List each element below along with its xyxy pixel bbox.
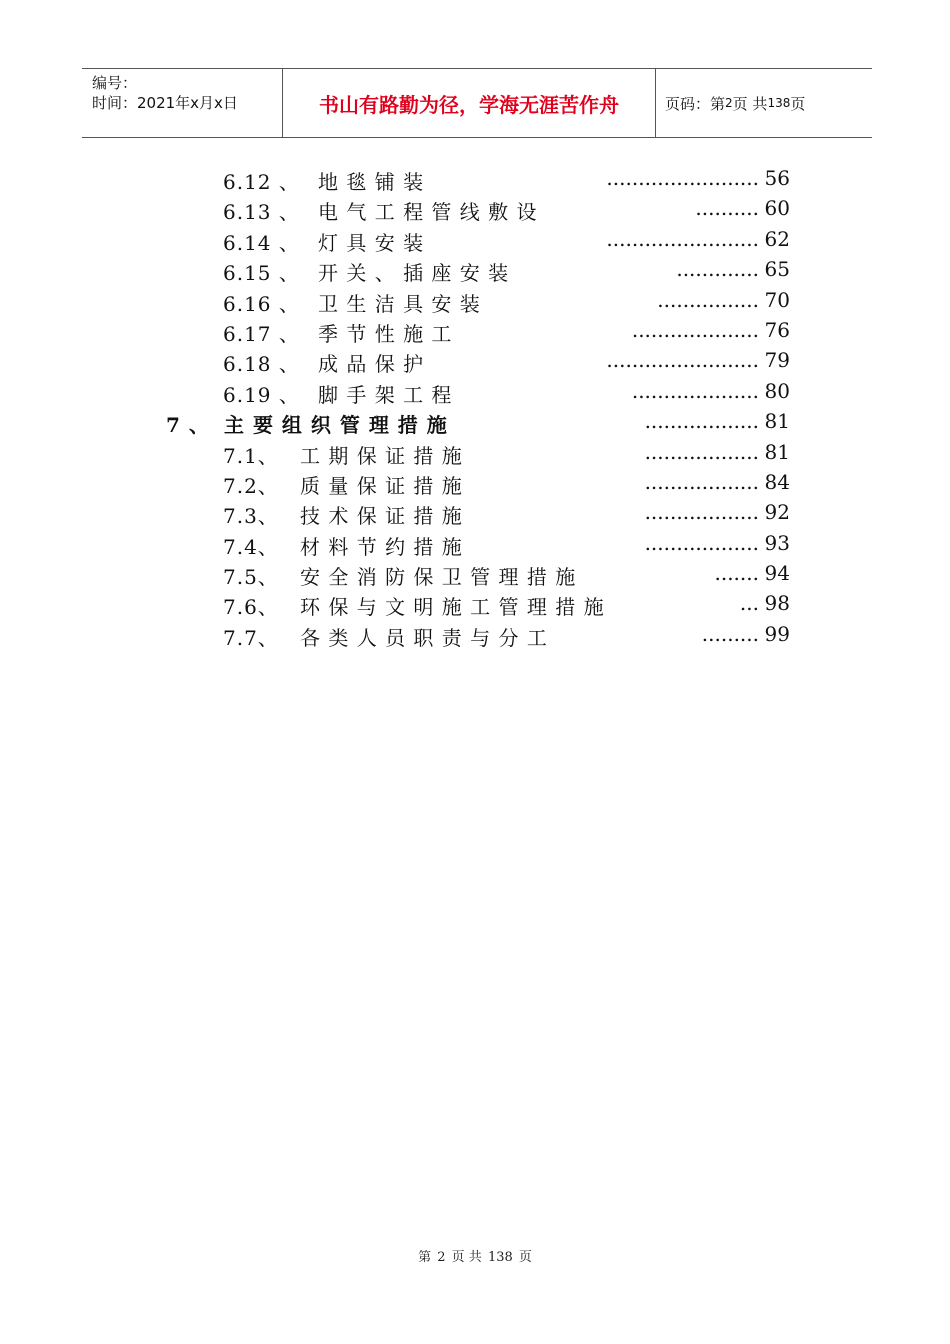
header-page-total: 138 xyxy=(767,96,791,110)
toc-entry[interactable] xyxy=(0,468,950,498)
header-page-info xyxy=(656,69,872,137)
toc-entry-page: 76 xyxy=(764,317,790,342)
toc-entry-title: 成 品 保 护 xyxy=(318,352,425,377)
toc-entry-leader: .................. xyxy=(644,409,759,434)
toc-entry-title: 主 要 组 织 管 理 措 施 xyxy=(224,413,448,438)
toc-entry-page: 92 xyxy=(764,500,790,525)
header-page-mid: 页 共 xyxy=(732,94,768,113)
toc-entry-title: 技 术 保 证 措 施 xyxy=(300,504,463,529)
toc-entry-title: 安 全 消 防 保 卫 管 理 措 施 xyxy=(300,565,577,590)
toc-entry-number: 7.5、 xyxy=(223,565,279,590)
toc-entry-leader: ... xyxy=(739,591,759,616)
toc-entry-page: 70 xyxy=(764,287,790,312)
toc-entry[interactable] xyxy=(0,559,950,589)
toc-entry[interactable] xyxy=(0,377,950,407)
toc-entry-number: 7.4、 xyxy=(223,534,279,559)
footer-suffix: 页 xyxy=(518,1250,532,1265)
toc-entry-page: 60 xyxy=(764,196,790,221)
toc-entry-number: 6.13 、 xyxy=(223,200,300,225)
toc-entry-number: 7.6、 xyxy=(223,595,279,620)
toc-entry-number: 7.7、 xyxy=(223,625,279,650)
toc-entry[interactable] xyxy=(0,255,950,285)
toc-entry-page: 98 xyxy=(764,591,790,616)
toc-entry-title: 季 节 性 施 工 xyxy=(318,321,453,346)
toc-entry[interactable] xyxy=(0,498,950,528)
header-page-prefix: 页码：第 xyxy=(665,94,726,113)
toc-entry[interactable] xyxy=(0,589,950,619)
toc-entry-page: 81 xyxy=(764,439,790,464)
toc-entry-page: 65 xyxy=(764,257,790,282)
toc-entry-leader: ............. xyxy=(676,257,759,282)
toc-entry-title: 地 毯 铺 装 xyxy=(318,170,425,194)
toc-entry-number: 7.2、 xyxy=(223,473,279,498)
toc-entry[interactable] xyxy=(0,407,950,437)
toc-entry-page: 56 xyxy=(764,166,790,190)
toc-entry-number: 6.14 、 xyxy=(223,230,300,255)
toc-entry-leader: .................... xyxy=(631,378,759,403)
document-time: 时间：2021年x月x日 xyxy=(92,94,238,112)
toc-entry[interactable] xyxy=(0,225,950,255)
toc-entry-number: 6.19 、 xyxy=(223,382,300,407)
toc-entry-title: 脚 手 架 工 程 xyxy=(318,382,453,407)
toc-entry-title: 环 保 与 文 明 施 工 管 理 措 施 xyxy=(300,595,605,620)
toc-entry-page: 94 xyxy=(764,561,790,586)
toc-entry-title: 开 关 、 插 座 安 装 xyxy=(318,261,510,286)
toc-entry-leader: ........................ xyxy=(606,226,759,251)
toc-entry-page: 62 xyxy=(764,226,790,251)
toc-entry-title: 材 料 节 约 措 施 xyxy=(300,534,463,559)
toc-entry[interactable] xyxy=(0,620,950,650)
toc-entry-leader: .................. xyxy=(644,469,759,494)
toc-entry-page: 84 xyxy=(764,469,790,494)
footer-mid: 页 共 xyxy=(451,1250,482,1265)
table-of-contents xyxy=(0,164,950,650)
document-number-label: 编号： xyxy=(92,74,138,92)
footer-total-pages: 138 xyxy=(487,1250,513,1265)
toc-entry-page: 80 xyxy=(764,378,790,403)
toc-entry-leader: .................. xyxy=(644,530,759,555)
page-footer xyxy=(0,1246,950,1265)
toc-entry-leader: ........................ xyxy=(606,166,759,190)
toc-entry-leader: ....... xyxy=(714,561,759,586)
toc-entry[interactable] xyxy=(0,164,950,194)
header-page-suffix: 页 xyxy=(790,94,806,113)
toc-entry-page: 93 xyxy=(764,530,790,555)
toc-entry-leader: .................. xyxy=(644,500,759,525)
footer-prefix: 第 xyxy=(418,1250,432,1265)
toc-entry[interactable] xyxy=(0,346,950,376)
toc-entry-page: 99 xyxy=(764,621,790,646)
toc-entry-title: 卫 生 洁 具 安 装 xyxy=(318,291,481,316)
toc-entry-number: 6.16 、 xyxy=(223,291,300,316)
toc-entry[interactable] xyxy=(0,529,950,559)
toc-entry-title: 灯 具 安 装 xyxy=(318,230,425,255)
toc-entry-leader: ......... xyxy=(701,621,759,646)
header-page-current: 2 xyxy=(725,96,733,110)
toc-entry-leader: .......... xyxy=(695,196,759,221)
toc-entry-title: 质 量 保 证 措 施 xyxy=(300,473,463,498)
toc-entry-leader: ........................ xyxy=(606,348,759,373)
page-header xyxy=(82,68,872,138)
footer-current-page: 2 xyxy=(437,1250,446,1265)
toc-entry-leader: .................. xyxy=(644,439,759,464)
toc-entry[interactable] xyxy=(0,194,950,224)
toc-entry-number: 7 、 xyxy=(166,413,210,438)
header-meta xyxy=(82,69,283,137)
toc-entry-number: 6.15 、 xyxy=(223,261,300,286)
header-motto: 书山有路勤为径，学海无涯苦作舟 xyxy=(283,69,656,137)
toc-entry-page: 81 xyxy=(764,409,790,434)
toc-entry-page: 79 xyxy=(764,348,790,373)
toc-entry[interactable] xyxy=(0,286,950,316)
toc-entry-number: 6.12 、 xyxy=(223,170,300,194)
toc-entry[interactable] xyxy=(0,438,950,468)
toc-entry-title: 电 气 工 程 管 线 敷 设 xyxy=(318,200,538,225)
toc-entry-title: 各 类 人 员 职 责 与 分 工 xyxy=(300,625,548,650)
toc-entry-number: 6.17 、 xyxy=(223,321,300,346)
toc-entry-number: 6.18 、 xyxy=(223,352,300,377)
toc-entry[interactable] xyxy=(0,316,950,346)
toc-entry-leader: ................ xyxy=(657,287,759,312)
toc-entry-leader: .................... xyxy=(631,317,759,342)
toc-entry-title: 工 期 保 证 措 施 xyxy=(300,443,463,468)
toc-entry-number: 7.3、 xyxy=(223,504,279,529)
toc-entry-number: 7.1、 xyxy=(223,443,279,468)
